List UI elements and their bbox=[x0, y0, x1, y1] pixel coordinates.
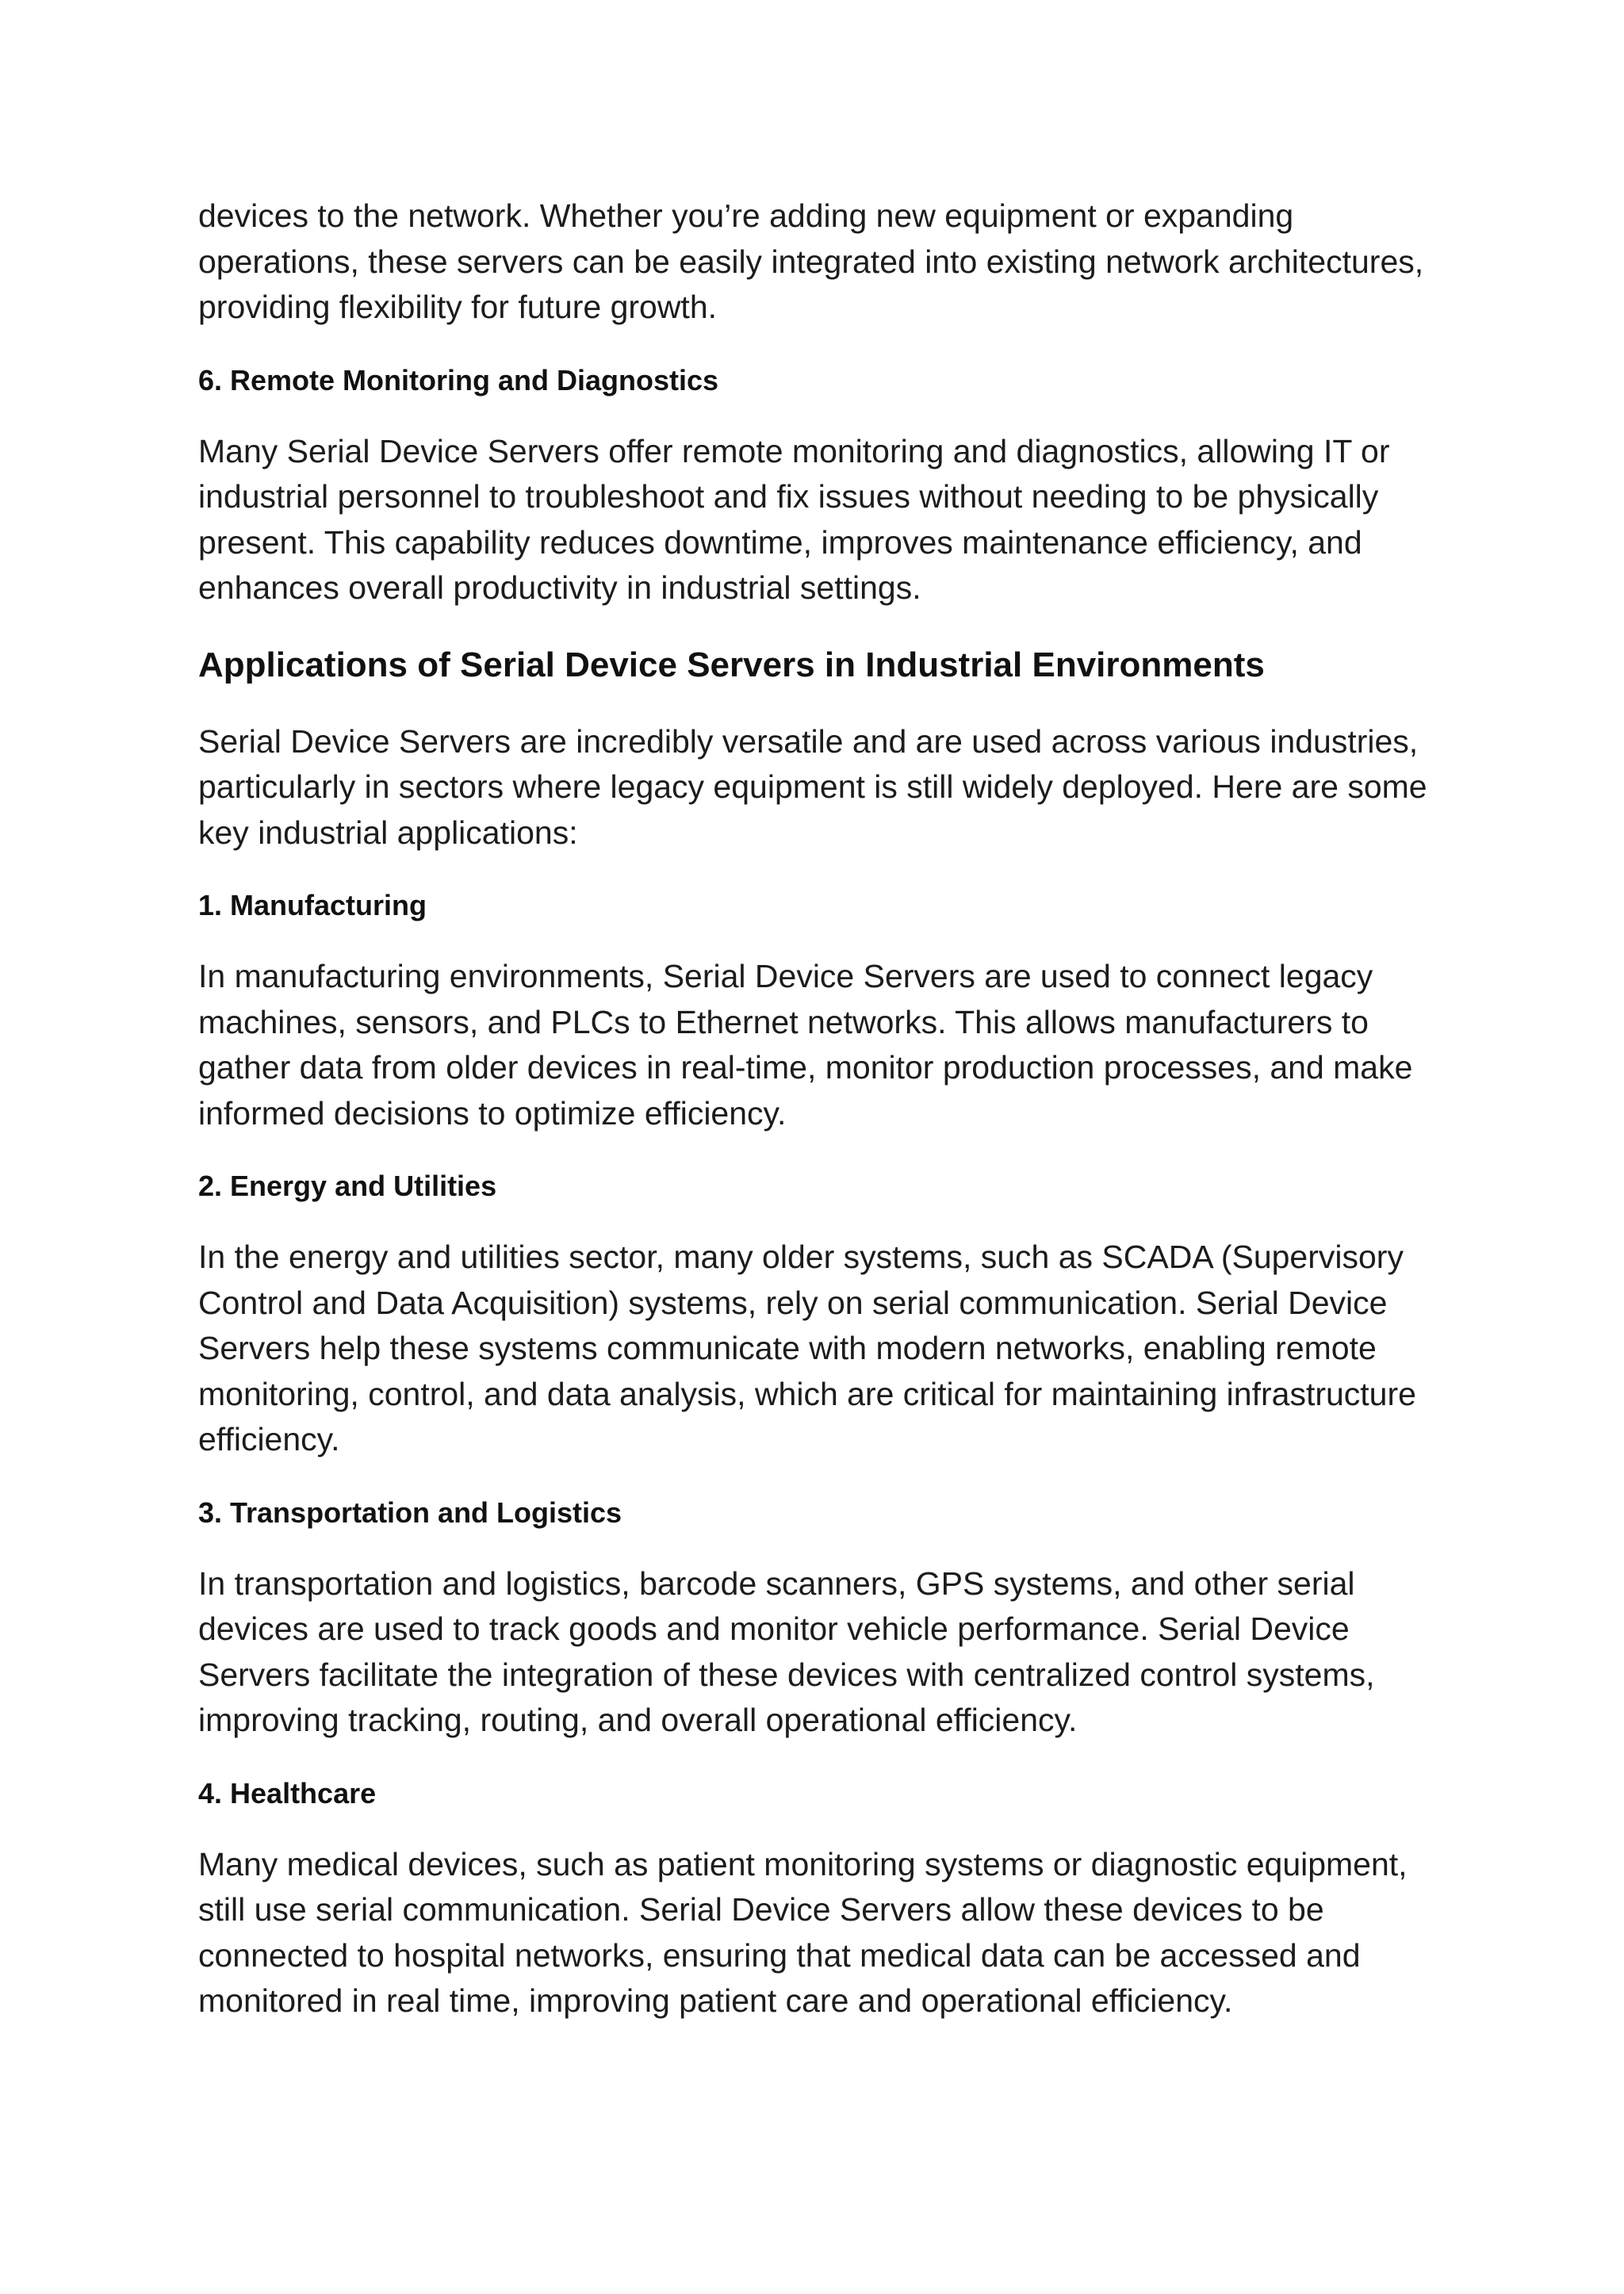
manufacturing-heading: 1. Manufacturing bbox=[198, 889, 427, 921]
healthcare-paragraph: Many medical devices, such as patient monitoring systems or diagnostic equipment, still use serial communication. Serial Device Servers allow these devices to be connected to hospital networks, ensuring that medical data can be accessed and monitored in real time, improving patient care and operational efficiency. bbox=[198, 1845, 1408, 2019]
transportation-logistics-heading: 3. Transportation and Logistics bbox=[198, 1496, 622, 1529]
energy-utilities-heading: 2. Energy and Utilities bbox=[198, 1170, 497, 1202]
energy-utilities-paragraph: In the energy and utilities sector, many older systems, such as SCADA (Supervisory Control and Data Acquisition) systems, rely on serial communication. Serial Device Servers help these systems communicate with modern networks, enabling remote monitoring, control, and data analysis, which are critical for maintaining infrastructure efficiency. bbox=[198, 1239, 1416, 1457]
remote-monitoring-heading: 6. Remote Monitoring and Diagnostics bbox=[198, 363, 719, 396]
transportation-logistics-paragraph: In transportation and logistics, barcode scanners, GPS systems, and other serial devices are used to track goods and monitor vehicle performance. Serial Device Servers facilitate the integration of these devices with centralized control systems, improving tracking, routing, and overall operational efficiency. bbox=[198, 1564, 1375, 1738]
healthcare-heading: 4. Healthcare bbox=[198, 1776, 377, 1810]
remote-monitoring-paragraph: Many Serial Device Servers offer remote monitoring and diagnostics, allowing IT or industrial personnel to troubleshoot and fix issues without needing to be physically present. This capability reduces downtime, improves maintenance efficiency, and enhances overall productivity in industrial settings. bbox=[198, 432, 1390, 606]
applications-intro-paragraph: Serial Device Servers are incredibly versatile and are used across various industries, particularly in sectors where legacy equipment is still widely deployed. Here are some key industrial applications: bbox=[198, 722, 1427, 851]
applications-section-title: Applications of Serial Device Servers in Industrial Environments bbox=[198, 645, 1265, 684]
intro-continued-paragraph: devices to the network. Whether you’re adding new equipment or expanding operations, these servers can be easily integrated into existing network architectures, providing flexibility for future growth. bbox=[198, 197, 1424, 325]
document-page bbox=[198, 193, 1451, 2055]
manufacturing-paragraph: In manufacturing environments, Serial Device Servers are used to connect legacy machines, sensors, and PLCs to Ethernet networks. This allows manufacturers to gather data from older devices in real-time, monitor production processes, and make informed decisions to optimize efficiency. bbox=[198, 958, 1413, 1132]
